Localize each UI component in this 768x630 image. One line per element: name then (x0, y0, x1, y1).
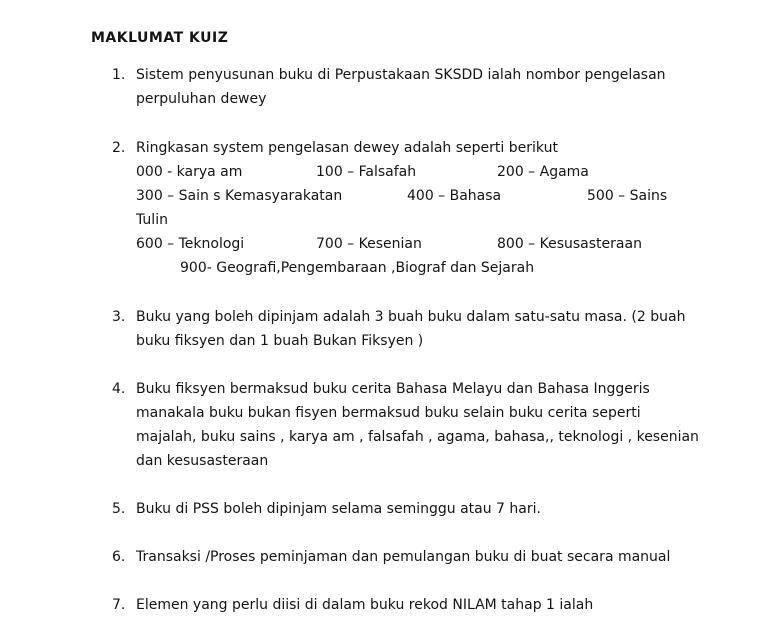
item-number: 3. (112, 309, 126, 325)
dewey-class-400: 400 – Bahasa (407, 188, 502, 204)
item-text-line: buku fiksyen dan 1 buah Bukan Fiksyen ) (136, 333, 424, 349)
dewey-class-600: 600 – Teknologi (136, 236, 245, 252)
dewey-class-800: 800 – Kesusasteraan (497, 236, 642, 252)
dewey-class-700: 700 – Kesenian (316, 236, 422, 252)
item-text-line: Sistem penyusunan buku di Perpustakaan SKSDD ialah nombor pengelasan (136, 67, 666, 83)
item-number: 6. (112, 549, 126, 565)
item-text-line: Buku di PSS boleh dipinjam selama seminggu atau 7 hari. (136, 501, 541, 517)
document-heading: MAKLUMAT KUIZ (91, 30, 229, 46)
item-number: 7. (112, 597, 126, 613)
dewey-class-500: 500 – Sains (587, 188, 668, 204)
item-text-line: Transaksi /Proses peminjaman dan pemulangan buku di buat secara manual (136, 549, 671, 565)
dewey-class-200: 200 – Agama (497, 164, 589, 180)
item-number: 5. (112, 501, 126, 517)
item-text-line: dan kesusasteraan (136, 453, 269, 469)
dewey-class-900: 900- Geografi,Pengembaraan ,Biograf dan Sejarah (180, 260, 535, 276)
dewey-class-100: 100 – Falsafah (316, 164, 417, 180)
item-text-line: majalah, buku sains , karya am , falsafah , agama, bahasa,, teknologi , kesenian (136, 429, 699, 445)
item-number: 2. (112, 140, 126, 156)
item-text-line: Buku fiksyen bermaksud buku cerita Bahasa Melayu dan Bahasa Inggeris (136, 381, 650, 397)
item-text-line: manakala buku bukan fisyen bermaksud buku selain buku cerita seperti (136, 405, 641, 421)
dewey-class-000: 000 - karya am (136, 164, 243, 180)
item-number: 4. (112, 381, 126, 397)
item-intro: Ringkasan system pengelasan dewey adalah seperti berikut (136, 140, 558, 156)
item-text-line: Elemen yang perlu diisi di dalam buku rekod NILAM tahap 1 ialah (136, 597, 594, 613)
item-text-line: perpuluhan dewey (136, 91, 267, 107)
item-text-line: Buku yang boleh dipinjam adalah 3 buah buku dalam satu-satu masa. (2 buah (136, 309, 686, 325)
dewey-class-300: 300 – Sain s Kemasyarakatan (136, 188, 343, 204)
dewey-class-500-wrap: Tulin (136, 212, 168, 228)
item-number: 1. (112, 67, 126, 83)
